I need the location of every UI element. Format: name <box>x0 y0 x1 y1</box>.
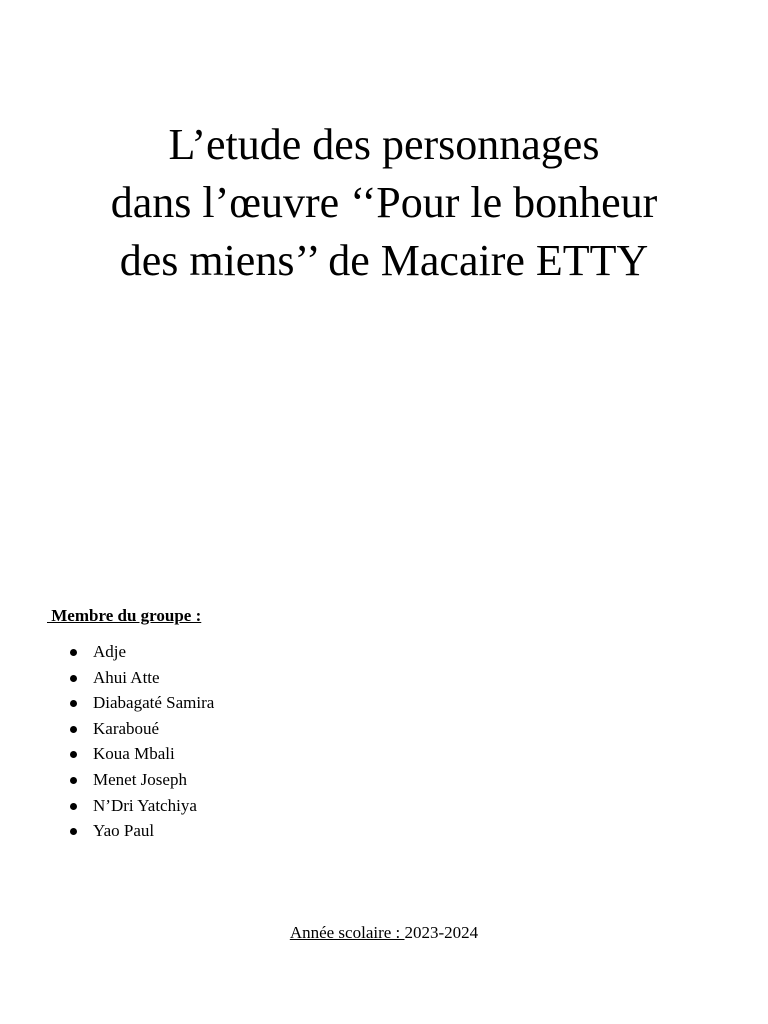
member-name: Menet Joseph <box>93 769 187 789</box>
bullet-icon <box>70 649 77 656</box>
list-item <box>70 743 214 769</box>
list-item <box>70 820 214 846</box>
member-name: Karaboué <box>93 718 160 738</box>
list-item <box>70 769 214 795</box>
member-name: Yao Paul <box>93 821 155 841</box>
bullet-icon <box>70 675 77 682</box>
list-item <box>70 692 214 718</box>
member-name: Koua Mbali <box>93 744 175 764</box>
member-name: Adje <box>93 642 127 661</box>
bullet-icon <box>70 726 77 733</box>
bullet-icon <box>70 700 77 707</box>
bullet-icon <box>70 828 77 835</box>
list-item <box>70 795 214 821</box>
document-title <box>0 116 768 290</box>
school-year <box>0 923 768 943</box>
list-item <box>70 718 214 744</box>
members-list <box>70 641 214 846</box>
bullet-icon <box>70 803 77 810</box>
title-line-3: des miens’’ de Macaire ETTY <box>119 236 649 285</box>
member-name: N’Dri Yatchiya <box>93 795 197 815</box>
school-year-label: Année scolaire : <box>289 923 405 942</box>
bullet-icon <box>70 777 77 784</box>
member-name: Ahui Atte <box>93 667 160 687</box>
member-name: Diabagaté Samira <box>93 693 215 713</box>
school-year-value: 2023-2024 <box>404 923 479 942</box>
title-line-1: L’etude des personnages <box>168 120 600 169</box>
list-item <box>70 667 214 693</box>
bullet-icon <box>70 751 77 758</box>
members-heading: Membre du groupe : <box>47 606 202 625</box>
title-line-2: dans l’œuvre ‘‘Pour le bonheur <box>110 178 658 227</box>
list-item <box>70 641 214 667</box>
